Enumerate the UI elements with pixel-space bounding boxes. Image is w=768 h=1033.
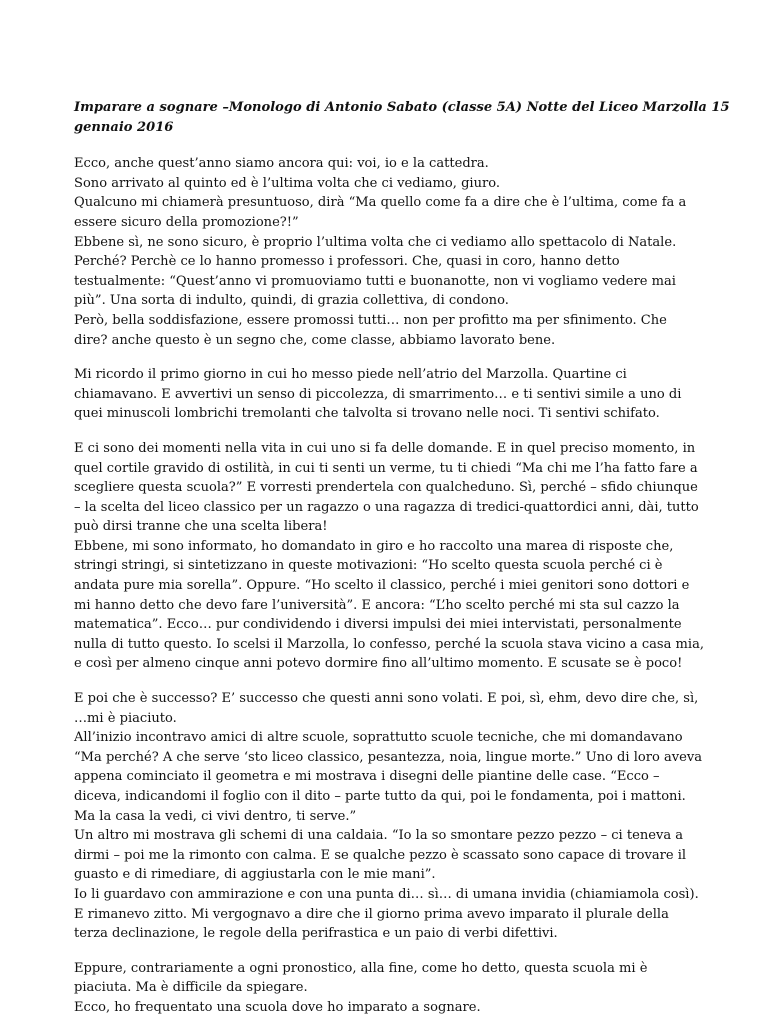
- text-line: può dirsi tranne che una scelta libera!: [74, 519, 328, 535]
- text-line: chiamavano. E avvertivi un senso di piccolezza, di smarrimento… e ti sentivi simile a uno di: [74, 386, 682, 402]
- text-line: quei minuscoli lombrichi tremolanti che talvolta si trovano nelle noci. Ti sentivi schifato.: [74, 406, 660, 422]
- title-line: gennaio 2016: [74, 119, 174, 135]
- text-line: piaciuta. Ma è difficile da spiegare.: [74, 980, 308, 996]
- paragraph: [74, 439, 714, 674]
- text-line: Eppure, contrariamente a ogni pronostico, alla fine, come ho detto, questa scuola mi è: [74, 960, 648, 976]
- paragraph: [74, 959, 714, 1018]
- text-line: stringi stringi, si sintetizzano in queste motivazioni: “Ho scelto questa scuola perché ci è: [74, 558, 663, 574]
- text-line: guasto e di rimediare, di aggiustarla con le mie mani”.: [74, 867, 436, 883]
- title-line: Imparare a sognare –Monologo di Antonio Sabato (classe 5A) Notte del Liceo Marzolla 15: [74, 100, 730, 115]
- text-line: mi hanno detto che devo fare l’università”. E ancora: “L’ho scelto perché mi sta sul cazzo la: [74, 597, 680, 613]
- text-line: andata pure mia sorella”. Oppure. “Ho scelto il classico, perché i miei genitori sono dottori e: [74, 578, 690, 594]
- text-line: più”. Una sorta di indulto, quindi, di grazia collettiva, di condono.: [74, 293, 509, 309]
- text-line: – la scelta del liceo classico per un ragazzo o una ragazza di tredici-quattordici anni, dài, tutto: [74, 499, 699, 515]
- text-line: Sono arrivato al quinto ed è l’ultima volta che ci vediamo, giuro.: [74, 175, 501, 191]
- text-line: e così per almeno cinque anni potevo dormire fino all’ultimo momento. E scusate se è poco!: [74, 656, 683, 672]
- text-line: nulla di tutto questo. Io scelsi il Marzolla, lo confesso, perché la scuola stava vicino a casa mia,: [74, 636, 705, 652]
- text-line: scegliere questa scuola?” E vorresti prendertela con qualcheduno. Sì, perché – sfido chiunque: [74, 480, 698, 496]
- text-line: Ecco, ho frequentato una scuola dove ho imparato a sognare.: [74, 999, 481, 1015]
- text-line: E rimanevo zitto. Mi vergognavo a dire che il giorno prima avevo imparato il plurale della: [74, 906, 669, 922]
- text-line: matematica”. Ecco… pur condividendo i diversi impulsi dei miei intervistati, personalmente: [74, 617, 682, 633]
- text-line: Ecco, anche quest’anno siamo ancora qui: voi, io e la cattedra.: [74, 156, 489, 172]
- text-line: …mi è piaciuto.: [74, 710, 177, 726]
- text-line: E ci sono dei momenti nella vita in cui uno si fa delle domande. E in quel preciso momento, in: [74, 440, 696, 456]
- text-line: Però, bella soddisfazione, essere promossi tutti… non per profitto ma per sfinimento. Che: [74, 312, 667, 328]
- text-line: Mi ricordo il primo giorno in cui ho messo piede nell’atrio del Marzolla. Quartine ci: [74, 367, 627, 383]
- text-line: Ebbene sì, ne sono sicuro, è proprio l’ultima volta che ci vediamo allo spettacolo di Natale.: [74, 234, 677, 250]
- text-line: Un altro mi mostrava gli schemi di una caldaia. “Io la so smontare pezzo pezzo – ci teneva a: [74, 828, 684, 844]
- document-title: [74, 98, 730, 137]
- text-line: appena cominciato il geometra e mi mostrava i disegni delle piantine delle case. “Ecco –: [74, 769, 660, 785]
- text-line: Io li guardavo con ammirazione e con una punta di… sì… di umana invidia (chiamiamola così).: [74, 886, 699, 902]
- text-line: quel cortile gravido di ostilità, in cui ti senti un verme, tu ti chiedi “Ma chi me l’ha fatto fare a: [74, 460, 698, 476]
- paragraph: [74, 689, 714, 944]
- text-line: “Ma perché? A che serve ‘sto liceo classico, pesantezza, noia, lingue morte.” Uno di loro aveva: [74, 749, 702, 765]
- document-page: [74, 98, 730, 1033]
- text-line: E poi che è successo? E’ successo che questi anni sono volati. E poi, sì, ehm, devo dire che, sì,: [74, 691, 699, 707]
- paragraph: [74, 365, 714, 424]
- text-line: diceva, indicandomi il foglio con il dito – parte tutto da qui, poi le fondamenta, poi i mattoni.: [74, 789, 686, 804]
- text-line: Ebbene, mi sono informato, ho domandato in giro e ho raccolto una marea di risposte che,: [74, 538, 674, 554]
- text-line: testualmente: “Quest’anno vi promuoviamo tutti e buonanotte, non vi vogliamo vedere mai: [74, 273, 676, 289]
- text-line: All’inizio incontravo amici di altre scuole, soprattutto scuole tecniche, che mi domandavano: [74, 730, 683, 746]
- text-line: dire? anche questo è un segno che, come classe, abbiamo lavorato bene.: [74, 332, 556, 348]
- text-line: essere sicuro della promozione?!”: [74, 214, 299, 230]
- text-line: Perché? Perchè ce lo hanno promesso i professori. Che, quasi in coro, hanno detto: [74, 254, 620, 270]
- text-line: dirmi – poi me la rimonto con calma. E se qualche pezzo è scassato sono capace di trovare il: [74, 847, 687, 863]
- document-body: [74, 154, 714, 1017]
- paragraph: [74, 154, 714, 350]
- text-line: Qualcuno mi chiamerà presuntuoso, dirà “Ma quello come fa a dire che è l’ultima, come fa a: [74, 195, 687, 211]
- text-line: terza declinazione, le regole della perifrastica e un paio di verbi difettivi.: [74, 926, 558, 942]
- text-line: Ma la casa la vedi, ci vivi dentro, ti serve.”: [74, 808, 357, 824]
